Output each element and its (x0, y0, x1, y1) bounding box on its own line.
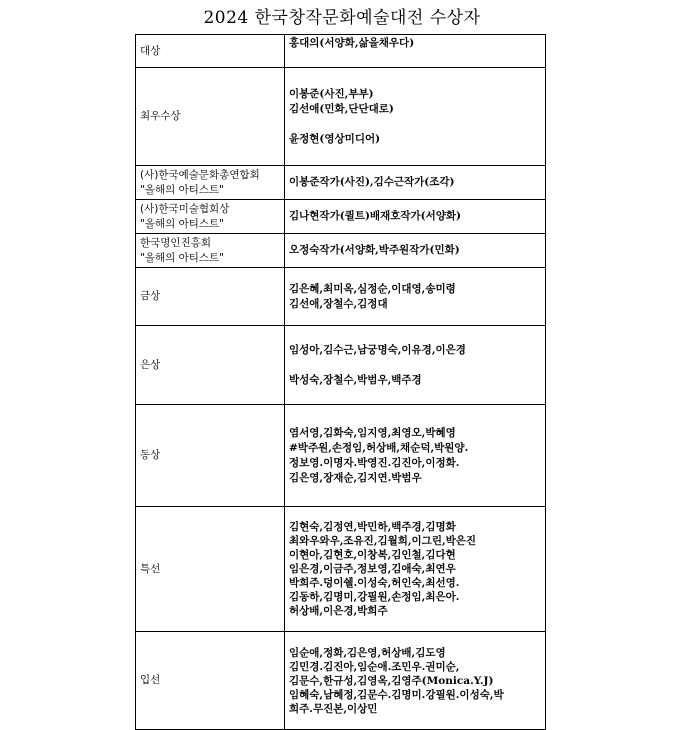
winner-line: 김문수,한규성,김영옥,김영주(Monica.Y.J) (289, 674, 494, 687)
winner-line: 임은경,이금주,정보영,김애숙,최연우 (289, 563, 456, 575)
winner-line: 임성아,김수근,남궁명숙,이유경,이은경 (289, 343, 466, 356)
award-winners-cell (285, 68, 546, 166)
award-category-cell (136, 405, 285, 507)
award-winners-cell (285, 200, 546, 234)
award-winners-cell (285, 632, 546, 730)
winner-line: 홍대의(서양화,삶을채우다) (289, 37, 415, 49)
award-category-cell (136, 166, 285, 200)
award-winners-cell (285, 507, 546, 632)
winner-line: 최와우와우,조유진,김월희,이그린,박은진 (289, 535, 477, 547)
award-category-sublabel: "올해의 아티스트" (140, 217, 224, 230)
award-winners-cell (285, 268, 546, 326)
table-row-art-association-award (136, 200, 546, 234)
table-row-selection (136, 632, 546, 730)
winner-line: #박주원,손정임,허상배,채순덕,박원양. (289, 441, 469, 454)
winner-line: 임혜숙,남혜정,김문수.김명미.강필원.이성숙,박 (289, 688, 504, 701)
winner-line: 염서영,김화숙,임지영,최영오,박혜영 (289, 426, 456, 439)
winner-line: 이봉준작가(사진),김수근작가(조각) (289, 176, 455, 188)
award-category-sublabel: "올해의 아티스트" (140, 251, 224, 264)
award-winners-cell (285, 35, 546, 68)
award-winners-cell (285, 166, 546, 200)
winner-line: 김선애,장철수,김정대 (289, 297, 388, 310)
winner-line: 김선애(민화,단단대로) (289, 102, 394, 115)
table-row-federation-award (136, 166, 546, 200)
award-category-sublabel: "올해의 아티스트" (140, 183, 224, 196)
table-row-master-promotion-award (136, 234, 546, 268)
winner-line: 희주.무진본,이상민 (289, 702, 378, 715)
award-category-cell (136, 68, 285, 166)
winner-line: 김은영,장재순,김지연.박범우 (289, 471, 422, 484)
award-category-cell (136, 632, 285, 730)
award-category-label: 대상 (140, 44, 161, 57)
award-category-cell (136, 268, 285, 326)
winner-line: 김민경.김진아,임순애.조민우.권미순, (289, 660, 460, 673)
winner-line: 김현숙,김정연,박민하,백주경,김명화 (289, 521, 456, 533)
table-row-silver (136, 326, 546, 405)
award-category-cell (136, 507, 285, 632)
table-row-special-selection (136, 507, 546, 632)
winner-line: 임순애,정화,김은영,허상배,김도영 (289, 646, 446, 659)
award-category-label: 최우수상 (140, 110, 181, 122)
award-winners-cell (285, 405, 546, 507)
award-category-label: (사)한국예술문화총연합회 (140, 168, 260, 181)
winner-line: 허상배,이은경,박희주 (289, 605, 388, 617)
winner-line: 윤정현(영상미디어) (289, 132, 381, 145)
award-category-cell (136, 326, 285, 405)
table-row-bronze (136, 405, 546, 507)
winner-line: 오정숙작가(서양화,박주원작가(민화) (289, 244, 460, 256)
award-category-cell (136, 35, 285, 68)
winner-line: 김동하,김명미,강필원,손정임,최은아. (289, 591, 460, 603)
winner-line: 이봉준(사진,부부) (289, 87, 374, 100)
winner-line: 김나현작가(퀼트)배재호작가(서양화) (289, 210, 462, 222)
winner-line (289, 358, 541, 373)
table-row-grand-prize (136, 35, 546, 68)
award-winners-cell (285, 234, 546, 268)
table-row-gold (136, 268, 546, 326)
award-category-label: 입선 (140, 674, 161, 686)
winner-line: 정보영.이명자.박영진.김진아,이정화. (289, 456, 460, 469)
award-winners-cell (285, 326, 546, 405)
winner-line: 이현아,김현호,이창복,김인철,김다현 (289, 549, 456, 561)
winner-line (289, 117, 541, 132)
award-category-label: 은상 (140, 358, 161, 371)
award-category-cell (136, 234, 285, 268)
award-category-label: (사)한국미술협회상 (140, 202, 230, 215)
page-title: 2024 한국창작문화예술대전 수상자 (203, 8, 481, 28)
awards-table (135, 34, 546, 730)
award-category-label: 금상 (140, 290, 161, 302)
winner-line: 김은혜,최미옥,심정순,이대영,송미령 (289, 282, 456, 295)
award-category-label: 특선 (140, 562, 161, 575)
award-category-label: 한국명인진흥회 (140, 236, 212, 249)
award-category-label: 동상 (140, 449, 161, 461)
award-category-cell (136, 200, 285, 234)
winner-line: 박희주.덩이쉘.이성숙,허인숙,최선영. (289, 577, 460, 589)
table-row-top-excellence (136, 68, 546, 166)
winner-line: 박성숙,장철수,박범우,백주경 (289, 373, 422, 386)
